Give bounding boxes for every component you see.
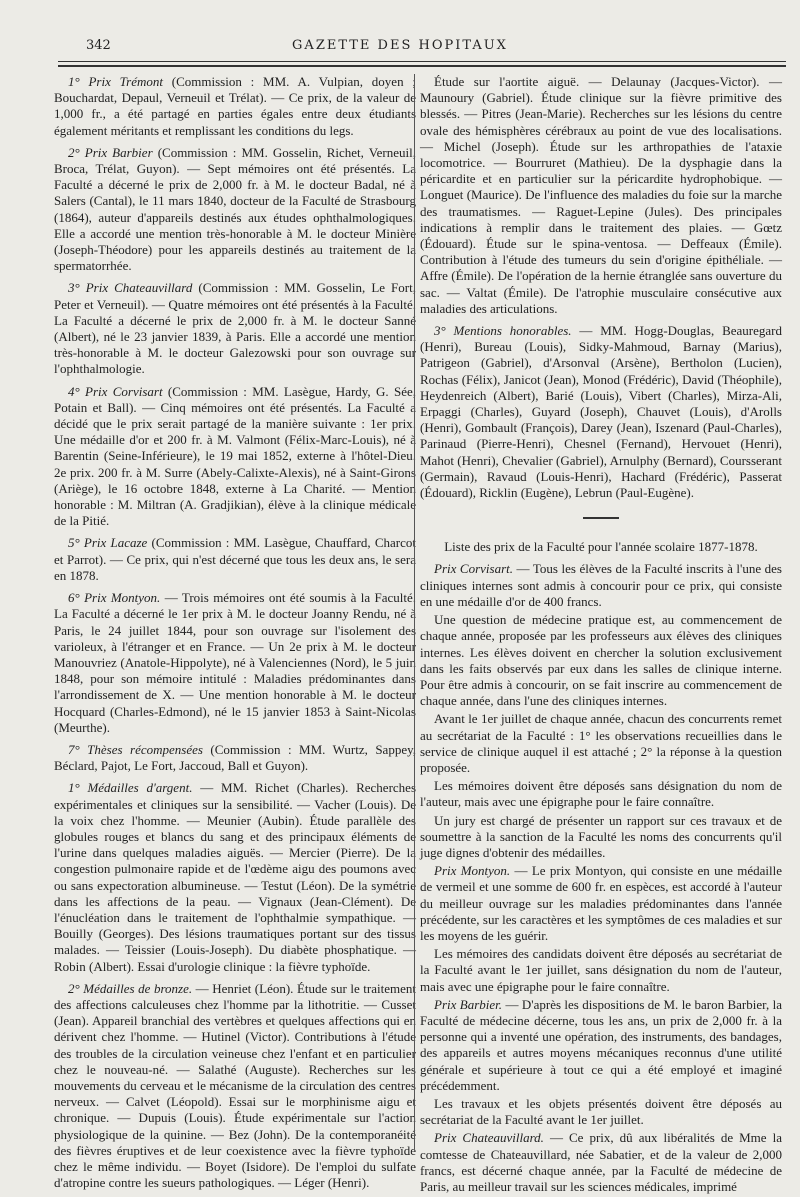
paragraph-text: (Commission : MM. A. Vulpian, doyen ; Bouchardat, Depaul, Verneuil et Trélat). — Ce prix, de la valeur de 1,000 fr., a été partagé en parties égales entre deux étudiants également méritants et remplissant les conditions du legs. [54, 74, 416, 138]
header-rule-thick [58, 65, 786, 67]
paragraph-text: Une question de médecine pratique est, au commencement de chaque année, proposée par les professeurs aux élèves des cliniques internes. Les élèves doivent en chercher la solution exclusivement dans les faits observés par eux dans les salles de clinique interne. Pour être admis à concourir, on se fait inscrire au commencement de chaque année, dans l'une des cliniques internes. [420, 612, 782, 709]
paragraph-heading: 2° Prix Barbier [68, 144, 153, 160]
paragraph [420, 1096, 782, 1128]
paragraph [420, 813, 782, 862]
paragraph [54, 280, 416, 377]
paragraph-heading: 2° Médailles de bronze. [68, 980, 193, 996]
column-divider [414, 74, 415, 1149]
paragraph-text: — MM. Hogg-Douglas, Beauregard (Henri), Bureau (Louis), Sidky-Mahmoud, Barnay (Marius), Patrigeon (Gabriel), d'Arsonval (Arsène), Bertholon (Lucien), Rochas (Félix), Janicot (Jean), Monod (Frédéric), David (Théophile), Heydenreich (Albert), Barié (Louis), Vibert (Charles), Mirza-Ali, Erpaggi (Charles), Guyard (Joseph), Chauvet (Louis), d'Arolls (Henri), Gombault (François), Darey (Jean), Iszenard (Paul-Charles), Parinaud (Pierre-Henri), Chesnel (Fernand), Hervouet (Henri), Mahot (Henri), Chevalier (Gabriel), Arnulphy (Bernard), Coursserant (Germain), Ravaud (Louis-Henri), Hachard (Frédéric), Passerat (Édouard), Ricklin (Eugène), Lebrun (Paul-Eugène). [420, 323, 782, 501]
paragraph-heading: 5° Prix Lacaze [68, 535, 148, 551]
paragraph-heading: 6° Prix Montyon. [68, 590, 161, 606]
paragraph-text: (Commission : MM. Lasègue, Hardy, G. Sée, Potain et Ball). — Cinq mémoires ont été présentés. La Faculté a décidé que le prix serait partagé de la manière suivante : 1er prix. Une médaille d'or et 200 fr. à M. Valmont (Félix-Marc-Louis), né à Barentin (Seine-Inférieure), le 19 mai 1852, externe à l'hôtel-Dieu. 2e prix. 200 fr. à M. Surre (Abely-Calixte-Alexis), né à Saint-Girons (Ariège), le 16 octobre 1848, externe à La Charité. — Mention honorable : M. Miltran (A. Gradjikian), élève à la clinique médicale de la Pitié. [54, 383, 416, 529]
paragraph-heading: 3° Mentions honorables. [434, 323, 572, 339]
right-column-bottom [420, 561, 782, 1195]
paragraph [420, 863, 782, 944]
right-column-top [420, 74, 782, 501]
paragraph-heading: Prix Barbier. [434, 996, 503, 1012]
paragraph [54, 981, 416, 1192]
left-column [54, 74, 416, 1197]
paragraph [420, 1130, 782, 1195]
paragraph-text: Avant le 1er juillet de chaque année, chacun des concurrents remet au secrétariat de la Faculté : 1° les observations recueillies dans le service de clinique auquel il est attaché ; 2° la réponse à la question proposée. [420, 711, 782, 775]
paragraph [420, 612, 782, 709]
right-column [420, 74, 782, 1197]
paragraph-heading: 1° Médailles d'argent. [68, 780, 193, 796]
section-separator [583, 517, 619, 519]
paragraph-text: (Commission : MM. Wurtz, Sappey, Béclard, Pajot, Le Fort, Jaccoud, Ball et Guyon). [54, 741, 416, 774]
paragraph [420, 946, 782, 995]
paragraph [54, 590, 416, 736]
paragraph-text: (Commission : MM. Gosselin, Le Fort, Peter et Verneuil). — Quatre mémoires ont été présentés à la Faculté. La Faculté a décerné le prix de 2,000 fr. à M. le docteur Sanné (Albert), né le 23 janvier 1839, à Paris. Elle a accordé une mention très-honorable à M. le docteur Galezowski pour son ouvrage sur l'ophthalmologie. [54, 280, 416, 377]
paragraph [54, 535, 416, 584]
paragraph-text: — Ce prix, dû aux libéralités de Mme la comtesse de Chateauvillard, née Sabatier, et de la valeur de 2,000 francs, est décerné chaque année, par la Faculté de médecine de Paris, au meilleur travail sur les sciences médicales, imprimé [420, 1130, 782, 1194]
paragraph-text: Un jury est chargé de présenter un rapport sur ces travaux et de soumettre à la sanction de la Faculté les noms des concurrents qu'il juge dignes d'obtenir des médailles. [420, 812, 782, 860]
paragraph-text: (Commission : MM. Lasègue, Chauffard, Charcot et Parrot). — Ce prix, qui n'est décerné que tous les deux ans, le sera en 1878. [54, 535, 416, 583]
paragraph [54, 742, 416, 774]
paragraph [420, 711, 782, 776]
paragraph-text: — D'après les dispositions de M. le baron Barbier, la Faculté de médecine décerne, tous les ans, un prix de 2,000 fr. à la personne qui a inventé une opération, des instruments, des bandages, des appareils et autres moyens mécaniques reconnus d'une utilité générale et supérieure à tout ce qui a été employé et imaginé précédemment. [420, 996, 782, 1093]
paragraph-text: Les mémoires des candidats doivent être déposés au secrétariat de la Faculté avant le 1er juillet, sans désignation du nom de l'auteur, mais avec une épigraphe pour le faire connaître. [420, 946, 782, 994]
paragraph-text: Les mémoires doivent être déposés sans désignation du nom de l'auteur, mais avec une épigraphe pour le faire connaître. [420, 778, 782, 810]
page-number: 342 [86, 38, 111, 53]
paragraph-heading: 4° Prix Corvisart [68, 383, 163, 399]
paragraph [420, 997, 782, 1094]
paragraph-heading: Prix Montyon. [434, 863, 511, 879]
paragraph [54, 780, 416, 974]
paragraph-text: Étude sur l'aortite aiguë. — Delaunay (Jacques-Victor). — Maunoury (Gabriel). Étude clinique sur la fièvre primitive des blessés. — Pitres (Jean-Marie). Recherches sur les lésions du centre ovale des hémisphères cérébraux au point de vue des localisations. — Michel (Joseph). Étude sur les arthropathies de l'ataxie locomotrice. — Bourruret (Mathieu). De la dysphagie dans la péricardite et en particulier sur la péricardite hydrophobique. — Longuet (Maurice). De l'influence des maladies du foie sur la marche des traumatismes. — Raguet-Lepine (Jules). Des principales indications à remplir dans le traitement des plaies. — Gœtz (Édouard). Étude sur le spina-ventosa. — Deffeaux (Émile). Contribution à l'étude des tumeurs du sein d'origine épithéliale. — Affre (Émile). De l'opération de la hernie étranglée sans ouverture du sac. — Valtat (Émile). De l'atrophie musculaire consécutive aux maladies des articulations. [420, 74, 782, 316]
paragraph-text: — Tous les élèves de la Faculté inscrits à l'une des cliniques internes sont admis à concourir pour ce prix, qui consiste en une médaille d'or de 400 francs. [420, 561, 782, 609]
journal-title: GAZETTE DES HOPITAUX [292, 38, 508, 53]
paragraph-heading: Prix Chateauvillard. [434, 1130, 544, 1146]
list-title: Liste des prix de la Faculté pour l'année scolaire 1877-1878. [444, 539, 758, 555]
paragraph-heading: 7° Thèses récompensées [68, 741, 203, 757]
paragraph [420, 778, 782, 810]
paragraph-text: (Commission : MM. Gosselin, Richet, Verneuil, Broca, Trélat, Guyon). — Sept mémoires ont été présentés. La Faculté a décerné le prix de 2,000 fr. à M. le docteur Badal, né à Salers (Cantal), le 11 mars 1840, docteur de la Faculté de Strasbourg (1864), auteur d'appareils destinés aux études ophthalmologiques. Elle a accordé une mention très-honorable à M. le docteur Minière (Joseph-Théodore) pour les appareils destinés au traitement de la spermatorrhée. [54, 144, 416, 274]
paragraph-heading: Prix Corvisart. [434, 561, 514, 577]
paragraph [420, 561, 782, 610]
paragraph-text: — Trois mémoires ont été soumis à la Faculté. La Faculté a décerné le 1er prix à M. le docteur Joanny Rendu, né à Paris, le 24 juillet 1844, pour son ouvrage sur l'isolement des varioleux, à l'étranger et en France. — Un 2e prix à M. le docteur Manouvriez (Anatole-Hippolyte), né à Valenciennes (Nord), le 5 juin 1848, pour son mémoire intitulé : Maladies prédominantes dans l'arrondissement de X. — Une mention honorable à M. le docteur Hocquard (Charles-Edmond), né le 15 janvier 1853 à Saint-Nicolas (Meurthe). [54, 590, 416, 735]
paragraph-text: — Henriet (Léon). Étude sur le traitement des affections calculeuses chez l'homme par la lithotritie. — Cusset (Jean). Appareil branchial des vertèbres et quelques affections qui en dérivent chez l'homme. — Hutinel (Victor). Contributions à l'étude des troubles de la circulation veineuse chez l'enfant et en particulier chez le nouveau-né. — Salathé (Auguste). Recherches sur les mouvements du cerveau et le mécanisme de la circulation des centres nerveux. — Calvet (Léopold). Essai sur le morphinisme aigu et chronique. — Dupuis (Louis). Étude expérimentale sur l'action physiologique de la quinine. — Bez (John). De la contemporanéité des fièvres éruptives et de leur coexistence avec la fièvre typhoïde chez le même individu. — Boyet (Isidore). De l'emploi du sulfate d'atropine contre les sueurs pathologiques. — Léger (Henri). [54, 980, 416, 1191]
paragraph [420, 323, 782, 501]
paragraph-heading: 1° Prix Trémont [68, 74, 163, 89]
paragraph [54, 145, 416, 275]
paragraph [54, 74, 416, 139]
paragraph [54, 384, 416, 530]
paragraph-text: — Le prix Montyon, qui consiste en une médaille de vermeil et une somme de 600 fr. en espèces, est accordé à l'auteur du meilleur ouvrage sur les maladies prédominantes dans l'année précédente, sur les caractères et les symptômes de ces maladies et sur les moyens de les guérir. [420, 863, 782, 943]
paragraph-heading: 3° Prix Chateauvillard [68, 280, 193, 296]
paragraph [420, 74, 782, 317]
paragraph-text: — MM. Richet (Charles). Recherches expérimentales et cliniques sur la sensibilité. — Vacher (Louis). De la voix chez l'homme. — Meunier (Aubin). Étude parallèle des globules rouges et blancs du sang et des principaux éléments de l'urine dans quelques maladies aiguës. — Mercier (Pierre). De la congestion pulmonaire rapide et de l'œdème aigu des poumons avec ou sans expectoration albumineuse. — Testut (Léon). De la symétrie dans les affections de la peau. — Vignaux (Jean-Clément). De l'énucléation dans le traitement de l'ophthalmie sympathique. — Bouilly (Georges). Des lésions traumatiques portant sur des tissus malades. — Teissier (Louis-Joseph). Du diabète phosphatique. — Robin (Albert). Essai d'urologie clinique : la fièvre typhoïde. [54, 780, 417, 974]
paragraph-text: Les travaux et les objets présentés doivent être déposés au secrétariat de la Faculté avant le 1er juillet. [420, 1095, 782, 1128]
header-rule [58, 61, 786, 62]
